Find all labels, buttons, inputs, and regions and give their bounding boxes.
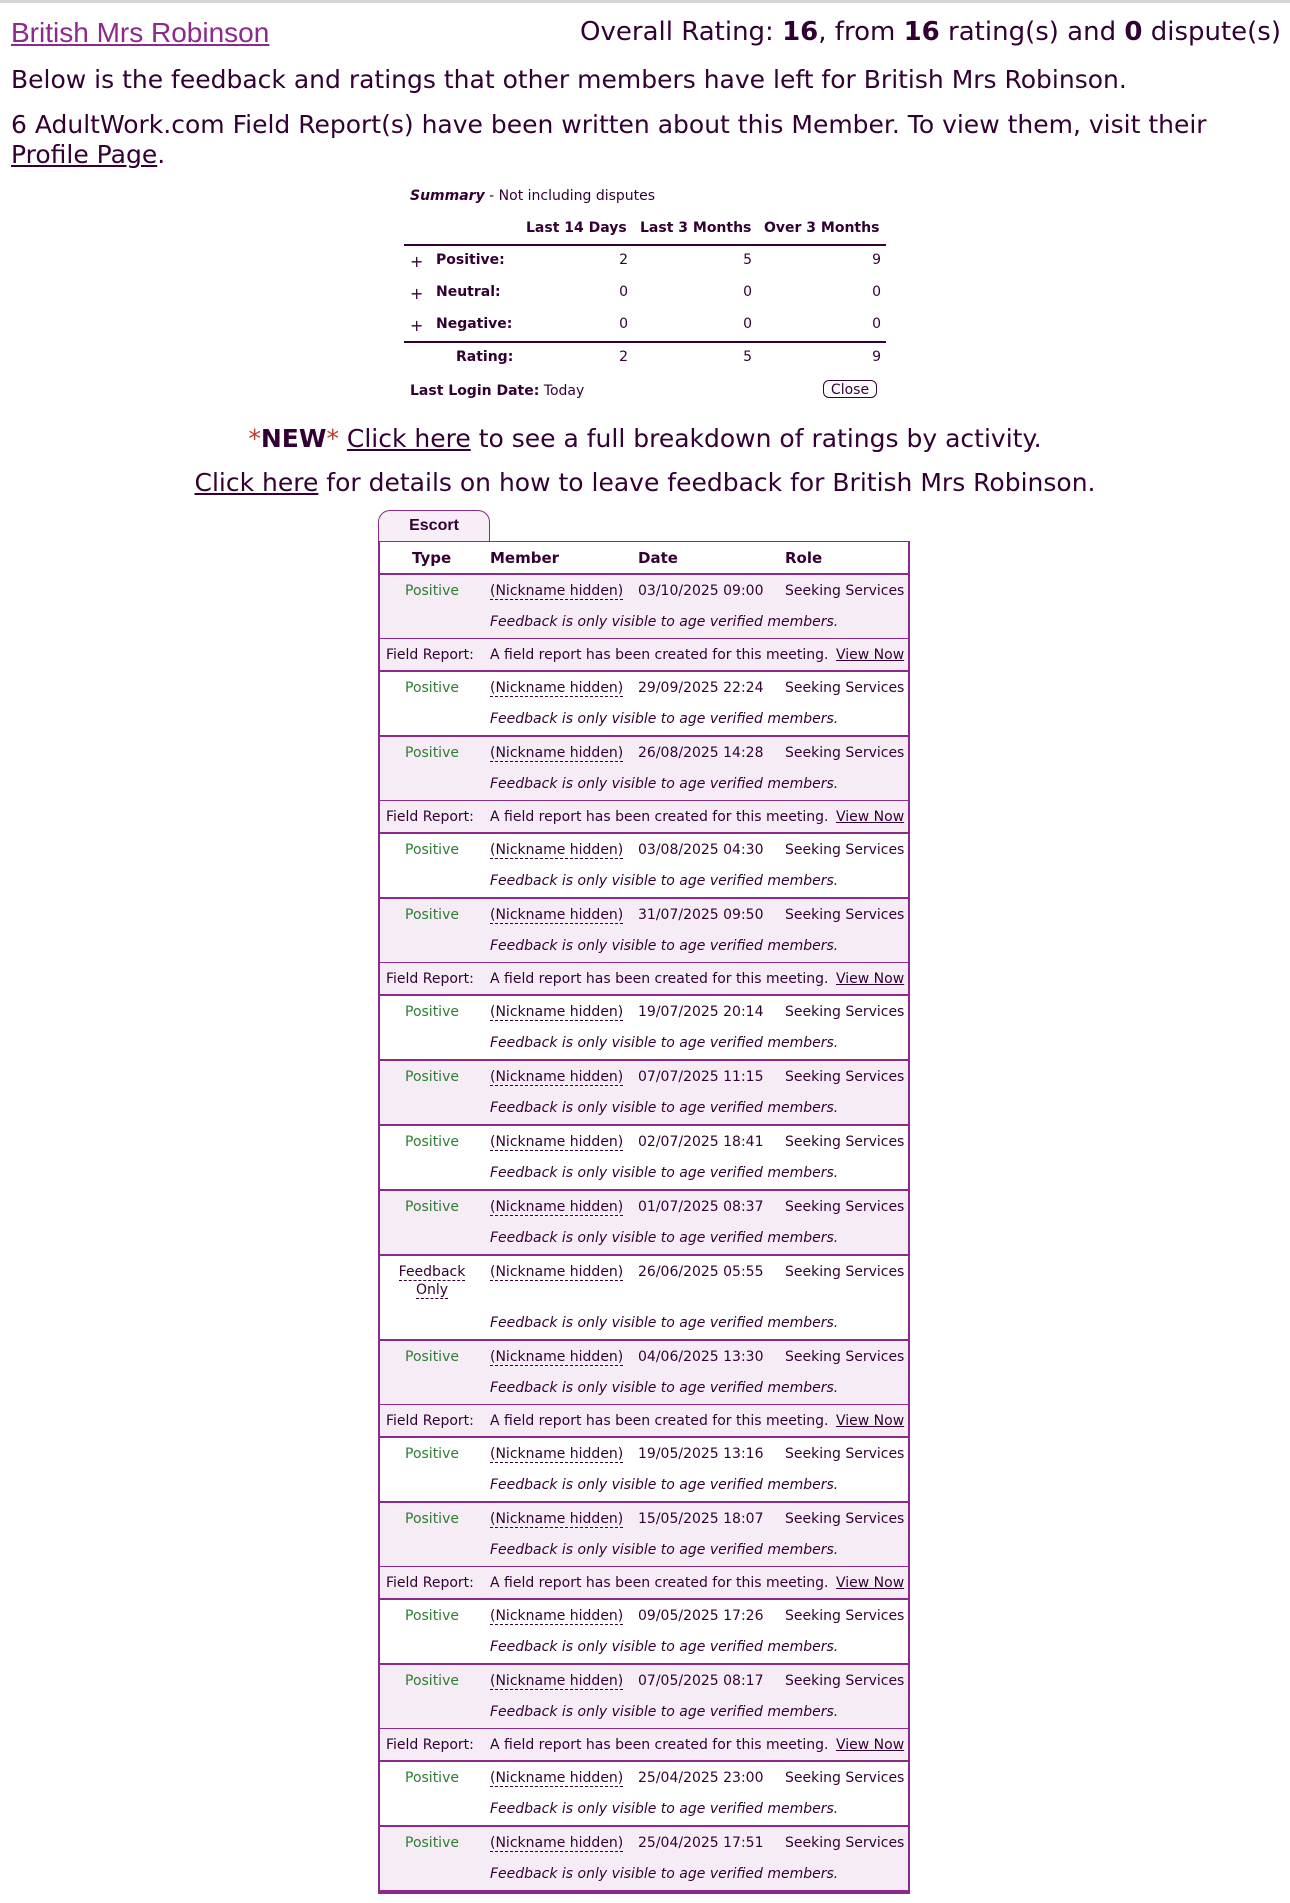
feedback-date: 15/05/2025 18:07 (638, 1511, 764, 1527)
new-badge: NEW (260, 424, 327, 453)
field-report-row (380, 638, 908, 670)
field-report-label: Field Report: (386, 1575, 474, 1591)
feedback-type: Positive (405, 1004, 459, 1020)
feedback-row-text (380, 769, 908, 800)
overall-rating-label: Overall Rating: (580, 17, 783, 47)
activity-breakdown-link[interactable]: Click here (346, 424, 471, 453)
feedback-hidden-text: Feedback is only visible to age verified members. (490, 1315, 839, 1331)
summary-value: 5 (743, 252, 752, 268)
feedback-row-text (380, 1859, 908, 1890)
feedback-row-text (380, 931, 908, 962)
feedback-hidden-text: Feedback is only visible to age verified members. (490, 1801, 839, 1817)
field-report-text: A field report has been created for this meeting. (490, 1737, 829, 1753)
tab-escort[interactable]: Escort (378, 510, 490, 541)
member-nickname[interactable]: (Nickname hidden) (490, 680, 624, 696)
summary-value: 0 (872, 316, 881, 332)
feedback-row-main (380, 899, 908, 931)
feedback-type: Positive (405, 1069, 459, 1085)
feedback-hidden-text: Feedback is only visible to age verified members. (490, 1866, 839, 1882)
view-now-link[interactable]: View Now (836, 809, 905, 825)
table-row (380, 899, 908, 996)
summary-value: 2 (619, 349, 628, 365)
member-nickname[interactable]: (Nickname hidden) (490, 1069, 624, 1085)
table-row (380, 737, 908, 834)
feedback-type: Positive (405, 583, 459, 599)
feedback-date: 02/07/2025 18:41 (638, 1134, 764, 1150)
field-report-row (380, 1728, 908, 1760)
top-border (0, 0, 1290, 3)
leave-feedback-text: for details on how to leave feedback for British Mrs Robinson. (318, 468, 1096, 497)
page-header (11, 17, 1281, 53)
feedback-type: Positive (405, 842, 459, 858)
summary-row-label: Neutral: (436, 284, 501, 300)
dispute-count: 0 (1124, 17, 1143, 47)
field-report-label: Field Report: (386, 1413, 474, 1429)
feedback-row-text (380, 607, 908, 638)
new-star: * (248, 424, 261, 453)
member-nickname[interactable]: (Nickname hidden) (490, 907, 624, 923)
rating-count: 16 (903, 17, 940, 47)
feedback-type-line: Feedback (398, 1264, 466, 1280)
summary-row-positive (404, 252, 886, 278)
feedback-type: Positive (405, 1134, 459, 1150)
feedback-row-text (380, 1632, 908, 1663)
feedback-date: 19/07/2025 20:14 (638, 1004, 764, 1020)
feedback-row-main (380, 1600, 908, 1632)
view-now-link[interactable]: View Now (836, 647, 905, 663)
feedback-date: 07/07/2025 11:15 (638, 1069, 764, 1085)
col-date: Date (638, 549, 678, 567)
feedback-date: 31/07/2025 09:50 (638, 907, 764, 923)
feedback-hidden-text: Feedback is only visible to age verified members. (490, 1100, 839, 1116)
member-nickname[interactable]: (Nickname hidden) (490, 842, 624, 858)
feedback-role: Seeking Services (785, 680, 905, 696)
feedback-type: Positive (405, 1349, 459, 1365)
feedback-type: Positive (405, 1511, 459, 1527)
table-row (380, 575, 908, 672)
field-report-row (380, 800, 908, 832)
feedback-type: Positive (405, 1673, 459, 1689)
table-row (380, 1191, 908, 1256)
view-now-link[interactable]: View Now (836, 1575, 905, 1591)
feedback-row-text (380, 1028, 908, 1059)
table-row (380, 1503, 908, 1600)
expand-positive-icon[interactable]: + (410, 252, 424, 271)
table-row (380, 1827, 908, 1892)
overall-from-text: , from (818, 17, 904, 47)
ratings-text: rating(s) and (939, 17, 1125, 47)
field-report-label: Field Report: (386, 971, 474, 987)
feedback-role: Seeking Services (785, 745, 905, 761)
feedback-hidden-text: Feedback is only visible to age verified members. (490, 938, 839, 954)
summary-row-neutral (404, 284, 886, 310)
profile-page-link[interactable]: Profile Page (11, 140, 158, 169)
feedback-date: 01/07/2025 08:37 (638, 1199, 764, 1215)
col-member: Member (490, 549, 560, 567)
last-login (410, 383, 584, 399)
table-row (380, 1126, 908, 1191)
feedback-row-text (380, 1158, 908, 1189)
feedback-row-main (380, 672, 908, 704)
member-nickname[interactable]: (Nickname hidden) (490, 1264, 624, 1280)
activity-breakdown-text: to see a full breakdown of ratings by activity. (470, 424, 1042, 453)
table-row (380, 996, 908, 1061)
feedback-hidden-text: Feedback is only visible to age verified members. (490, 873, 839, 889)
feedback-role: Seeking Services (785, 842, 905, 858)
feedback-row-text (380, 1093, 908, 1124)
feedback-type: Positive (405, 680, 459, 696)
feedback-role: Seeking Services (785, 1069, 905, 1085)
view-now-link[interactable]: View Now (836, 971, 905, 987)
feedback-date: 03/08/2025 04:30 (638, 842, 764, 858)
feedback-date: 25/04/2025 17:51 (638, 1835, 764, 1851)
expand-neutral-icon[interactable]: + (410, 284, 424, 303)
overall-rating-value: 16 (782, 17, 819, 47)
feedback-hidden-text: Feedback is only visible to age verified members. (490, 776, 839, 792)
feedback-role: Seeking Services (785, 1511, 905, 1527)
feedback-row-main (380, 1665, 908, 1697)
feedback-hidden-text: Feedback is only visible to age verified members. (490, 1165, 839, 1181)
col-last-3-months: Last 3 Months (640, 220, 752, 236)
feedback-hidden-text: Feedback is only visible to age verified members. (490, 1230, 839, 1246)
field-report-text: A field report has been created for this meeting. (490, 1575, 829, 1591)
table-row (380, 1256, 908, 1341)
feedback-row-main (380, 1126, 908, 1158)
feedback-row-text (380, 1373, 908, 1404)
feedback-table-header (380, 542, 908, 575)
field-report-row (380, 1404, 908, 1436)
feedback-row-text (380, 1223, 908, 1254)
feedback-row-main (380, 1191, 908, 1223)
feedback-type: Positive (405, 1835, 459, 1851)
field-report-note (11, 110, 1281, 170)
summary-row-negative (404, 316, 886, 342)
field-report-row (380, 962, 908, 994)
member-nickname[interactable]: (Nickname hidden) (490, 1004, 624, 1020)
feedback-role: Seeking Services (785, 1264, 905, 1280)
member-nickname[interactable]: (Nickname hidden) (490, 745, 624, 761)
feedback-row-text (380, 1794, 908, 1825)
last-login-value: Today (539, 383, 585, 399)
field-report-text: A field report has been created for this meeting. (490, 647, 829, 663)
col-over-3-months: Over 3 Months (764, 220, 880, 236)
feedback-type: Positive (405, 1770, 459, 1786)
expand-negative-icon[interactable]: + (410, 316, 424, 335)
col-type: Type (412, 549, 452, 567)
feedback-role: Seeking Services (785, 1349, 905, 1365)
feedback-row-text (380, 1697, 908, 1728)
member-nickname[interactable]: (Nickname hidden) (490, 1835, 624, 1851)
feedback-type: Positive (405, 1608, 459, 1624)
field-report-label: Field Report: (386, 1737, 474, 1753)
summary-value: 0 (743, 284, 752, 300)
feedback-role: Seeking Services (785, 1446, 905, 1462)
feedback-date: 07/05/2025 08:17 (638, 1673, 764, 1689)
feedback-hidden-text: Feedback is only visible to age verified members. (490, 1035, 839, 1051)
feedback-row-text (380, 1535, 908, 1566)
feedback-hidden-text: Feedback is only visible to age verified members. (490, 614, 839, 630)
table-row (380, 1341, 908, 1438)
feedback-role: Seeking Services (785, 1134, 905, 1150)
feedback-row-main (380, 1256, 908, 1308)
field-report-text: A field report has been created for this meeting. (490, 971, 829, 987)
summary-row-label: Positive: (436, 252, 505, 268)
feedback-role: Seeking Services (785, 583, 905, 599)
feedback-row-main (380, 834, 908, 866)
close-summary-button[interactable]: Close (823, 380, 877, 398)
member-name-link[interactable]: British Mrs Robinson (11, 17, 270, 48)
table-row (380, 1762, 908, 1827)
member-nickname[interactable]: (Nickname hidden) (490, 1511, 624, 1527)
view-now-link[interactable]: View Now (836, 1737, 905, 1753)
field-report-note-text: 6 AdultWork.com Field Report(s) have been written about this Member. To view them, visit their (11, 110, 1207, 139)
summary-value: 5 (743, 349, 752, 365)
feedback-hidden-text: Feedback is only visible to age verified members. (490, 1639, 839, 1655)
feedback-date: 03/10/2025 09:00 (638, 583, 764, 599)
feedback-date: 09/05/2025 17:26 (638, 1608, 764, 1624)
feedback-row-main (380, 1341, 908, 1373)
table-row (380, 1438, 908, 1503)
feedback-role: Seeking Services (785, 1608, 905, 1624)
summary-value: 0 (619, 284, 628, 300)
field-report-row (380, 1566, 908, 1598)
table-row (380, 834, 908, 899)
feedback-date: 19/05/2025 13:16 (638, 1446, 764, 1462)
feedback-hidden-text: Feedback is only visible to age verified members. (490, 1380, 839, 1396)
summary-value: 2 (619, 252, 628, 268)
feedback-hidden-text: Feedback is only visible to age verified members. (490, 1704, 839, 1720)
feedback-date: 26/08/2025 14:28 (638, 745, 764, 761)
feedback-type[interactable] (380, 1263, 484, 1299)
table-row (380, 1665, 908, 1762)
feedback-role: Seeking Services (785, 1673, 905, 1689)
table-row (380, 672, 908, 737)
summary-subtitle: - Not including disputes (484, 188, 656, 204)
feedback-date: 25/04/2025 23:00 (638, 1770, 764, 1786)
field-report-label: Field Report: (386, 809, 474, 825)
feedback-row-main (380, 737, 908, 769)
member-nickname[interactable]: (Nickname hidden) (490, 1199, 624, 1215)
feedback-role: Seeking Services (785, 1199, 905, 1215)
view-now-link[interactable]: View Now (836, 1413, 905, 1429)
summary-title: Summary (410, 188, 485, 204)
feedback-date: 26/06/2025 05:55 (638, 1264, 764, 1280)
member-nickname[interactable]: (Nickname hidden) (490, 1673, 624, 1689)
feedback-row-main (380, 1438, 908, 1470)
feedback-rows (380, 575, 908, 1892)
summary-value: 9 (872, 252, 881, 268)
feedback-role: Seeking Services (785, 1004, 905, 1020)
summary-row-label: Negative: (436, 316, 513, 332)
feedback-row-text (380, 1308, 908, 1339)
feedback-row-main (380, 1827, 908, 1859)
overall-rating (580, 17, 1281, 47)
summary-value: 0 (872, 284, 881, 300)
summary-caption (410, 188, 655, 204)
feedback-row-text (380, 704, 908, 735)
member-nickname[interactable]: (Nickname hidden) (490, 1134, 624, 1150)
field-report-note-end: . (157, 140, 166, 169)
disputes-text: dispute(s) (1142, 17, 1281, 47)
feedback-type: Positive (405, 745, 459, 761)
feedback-row-text (380, 1470, 908, 1501)
col-role: Role (785, 549, 823, 567)
feedback-role: Seeking Services (785, 1835, 905, 1851)
feedback-date: 29/09/2025 22:24 (638, 680, 764, 696)
table-row (380, 1061, 908, 1126)
member-nickname[interactable]: (Nickname hidden) (490, 583, 624, 599)
feedback-hidden-text: Feedback is only visible to age verified members. (490, 711, 839, 727)
feedback-row-main (380, 575, 908, 607)
feedback-type: Positive (405, 1446, 459, 1462)
leave-feedback-link[interactable]: Click here (194, 468, 319, 497)
summary-row-rating (404, 349, 886, 375)
member-nickname[interactable]: (Nickname hidden) (490, 1770, 624, 1786)
field-report-text: A field report has been created for this meeting. (490, 1413, 829, 1429)
feedback-hidden-text: Feedback is only visible to age verified members. (490, 1542, 839, 1558)
summary-value: 0 (619, 316, 628, 332)
feedback-table (378, 541, 910, 1894)
feedback-row-text (380, 866, 908, 897)
summary-value: 0 (743, 316, 752, 332)
feedback-type-line: Only (415, 1282, 449, 1298)
last-login-label: Last Login Date: (410, 383, 540, 399)
feedback-date: 04/06/2025 13:30 (638, 1349, 764, 1365)
leave-feedback-line (0, 468, 1290, 497)
member-nickname[interactable]: (Nickname hidden) (490, 1446, 624, 1462)
field-report-label: Field Report: (386, 647, 474, 663)
member-nickname[interactable]: (Nickname hidden) (490, 1608, 624, 1624)
feedback-row-main (380, 996, 908, 1028)
activity-breakdown-line (0, 424, 1290, 453)
feedback-row-main (380, 1061, 908, 1093)
summary-value: 9 (872, 349, 881, 365)
table-row (380, 1600, 908, 1665)
intro-text: Below is the feedback and ratings that other members have left for British Mrs Robinson. (11, 65, 1127, 94)
summary-divider (404, 244, 886, 246)
col-last-14-days: Last 14 Days (526, 220, 627, 236)
feedback-hidden-text: Feedback is only visible to age verified members. (490, 1477, 839, 1493)
member-nickname[interactable]: (Nickname hidden) (490, 1349, 624, 1365)
field-report-text: A field report has been created for this meeting. (490, 809, 829, 825)
feedback-type: Positive (405, 1199, 459, 1215)
new-star: * (326, 424, 339, 453)
feedback-role: Seeking Services (785, 1770, 905, 1786)
summary-rating-label: Rating: (456, 349, 514, 365)
summary-divider (404, 341, 886, 343)
feedback-row-main (380, 1503, 908, 1535)
feedback-type: Positive (405, 907, 459, 923)
feedback-row-main (380, 1762, 908, 1794)
feedback-role: Seeking Services (785, 907, 905, 923)
